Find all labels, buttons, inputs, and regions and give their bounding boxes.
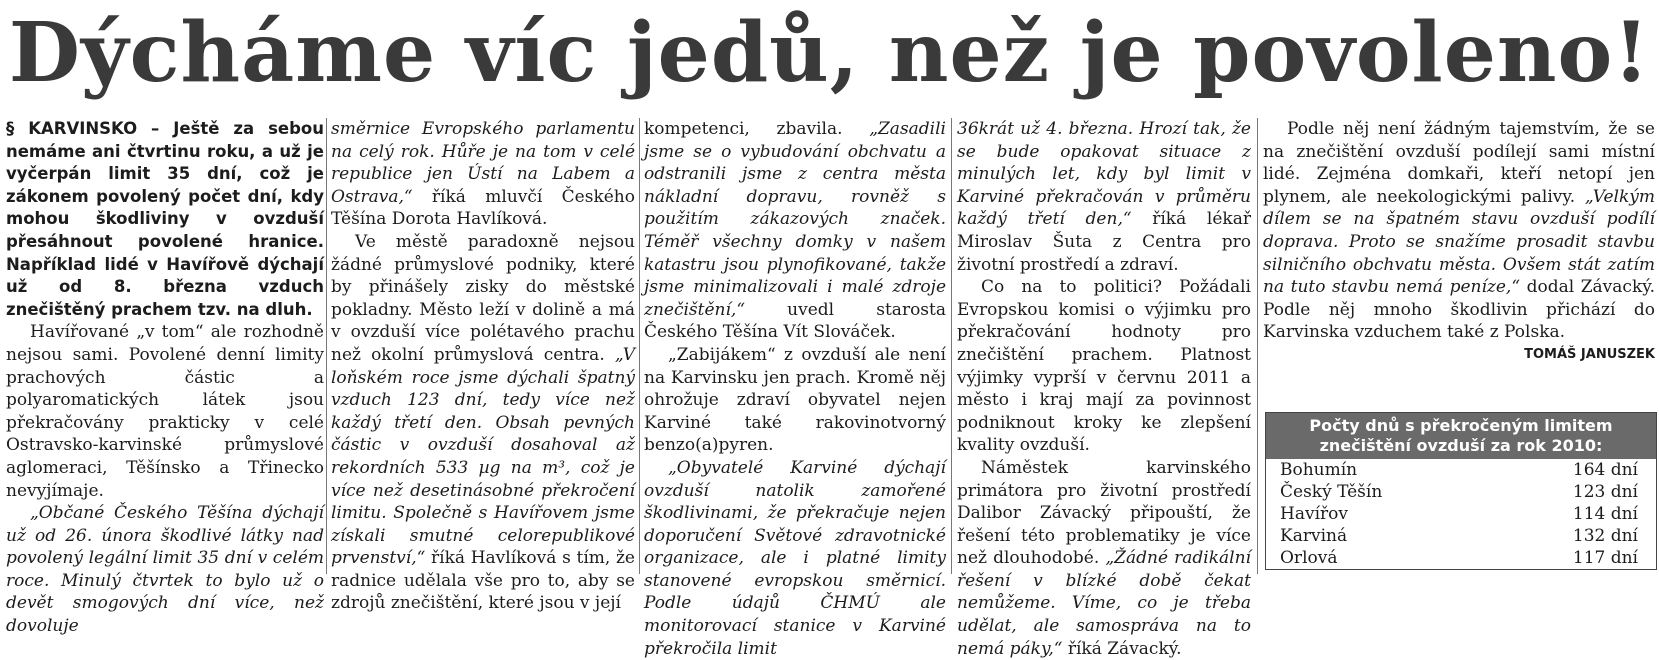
paragraph [1263, 118, 1655, 344]
article-column-3 [644, 118, 946, 659]
quote-text: „Žádné radikální řešení v blízké době čekat nemůžeme. Víme, co je třeba udělat, ale samospráva na to nemá páky,“ [957, 548, 1251, 659]
body-text: Ve městě paradoxně nejsou žádné průmyslové podniky, které by přinášely zisky do městské pokladny. Město leží v dolině a má v ovzduší více polétavého prachu než okolní průmyslová centra. [331, 231, 635, 365]
stats-table-row [1266, 525, 1656, 547]
stats-table [1265, 412, 1657, 570]
section-marker: § [6, 119, 15, 138]
body-text: Podle něj není žádným tajemstvím, že se na znečištění ovzduší podílejí sami místní lidé. Zejména domkaři, kteří netopí jen plynem, ale neekologickými palivy. [1263, 119, 1655, 207]
author-byline: TOMÁŠ JANUSZEK [1524, 346, 1655, 362]
days-count: 164 dní [1572, 460, 1638, 480]
attribution-text: dodal Závacký. Podle něj mnoho škodlivin přichází do Karvinska vzduchem také z Polska. [1263, 277, 1655, 343]
attribution-text: uvedl starosta Českého Těšína Vít Slováček. [644, 299, 946, 343]
stats-table-body [1266, 459, 1656, 569]
column-divider [639, 118, 640, 574]
days-count: 132 dní [1572, 526, 1638, 546]
column-divider [1257, 118, 1258, 574]
days-count: 123 dní [1572, 482, 1638, 502]
article-column-2 [331, 118, 635, 614]
attribution-text: říká Havlíková s tím, že radnice udělala vše pro to, aby se zdrojů znečištění, které jsou v její [331, 548, 635, 614]
paragraph [957, 118, 1251, 276]
city-name: Český Těšín [1280, 482, 1383, 502]
paragraph: „Zabijákem“ z ovzduší ale není na Karvinsku jen prach. Kromě něj ohrožuje zdraví obyvatel nejen Karviné také rakovinotvorný benzo(a)pyren. [644, 344, 946, 456]
headline: Dýcháme víc jedů, než je povoleno! [8, 5, 1651, 101]
city-name: Havířov [1280, 504, 1348, 524]
stats-table-row [1266, 547, 1656, 569]
paragraph [957, 457, 1251, 660]
attribution-text: říká Závacký. [1062, 638, 1182, 659]
paragraph [331, 231, 635, 615]
city-name: Karviná [1280, 526, 1348, 546]
column-divider [951, 118, 952, 574]
quote-text: „Velkým dílem se na špatném stavu ovzduší podílí doprava. Proto se snažíme prosadit stavbu silničního obchvatu města. Ovšem stát zatím na tuto stavbu nemá peníze,“ [1263, 186, 1655, 298]
stats-table-row [1266, 481, 1656, 503]
stats-table-row [1266, 459, 1656, 481]
lead-text: KARVINSKO – Ještě za sebou nemáme ani čtvrtinu roku, a už je vyčerpán limit 35 dní, což je zákonem povolený počet dní, kdy mohou škodliviny v ovzduší přesáhnout povolené hranice. Například lidé v Havířově dýchají už od 8. března vzduch znečištěný prachem tzv. na dluh. [6, 119, 324, 319]
paragraph: Havířované „v tom“ ale rozhodně nejsou sami. Povolené denní limity prachových částic a polyaromatických látek jsou překračovány prakticky v celé Ostravsko-karvinské průmyslové aglomeraci, Těšínsko a Třinecko nevyjímaje. [6, 322, 324, 501]
paragraph [331, 118, 635, 231]
body-text: kompetenci, zbavila. [644, 119, 870, 139]
attribution-text: říká lékař Miroslav Šuta z Centra pro životní prostředí a zdraví. [957, 209, 1251, 275]
paragraph: Co na to politici? Požádali Evropskou komisi o výjimku pro překračování hodnoty pro znečištění prachem. Platnost výjimky vyprší v červnu 2011 a město i kraj mají za povinnost podniknout kroky ke zlepšení kvality ovzduší. [957, 277, 1251, 456]
quote-paragraph: „Občané Českého Těšína dýchají už od 26. února škodlivé látky nad povolený legální limit 35 dní v celém roce. Minulý čtvrtek to bylo už o devět smogových dní více, než dovoluje [6, 503, 324, 637]
quote-paragraph: „Obyvatelé Karviné dýchají ovzduší natolik zamořené škodlivinami, že překračuje nejen doporučení Světové zdravotnické organizace, ale i platné limity stanovené evropskou směrnicí. Podle údajů ČHMÚ ale monitorovací stanice v Karviné překročila limit [644, 457, 946, 659]
days-count: 114 dní [1572, 504, 1638, 524]
lead-paragraph [6, 118, 324, 321]
city-name: Orlová [1280, 548, 1338, 568]
quote-text: „V loňském roce jsme dýchali špatný vzduch 123 dní, tedy více než každý třetí den. Obsah pevných částic v ovzduší dosahoval až rekordních 533 µg na m³, což je více než desetinásobné překročení limitu. Společně s Havířovem jsme získali smutné celorepublikové prvenství,“ [331, 344, 635, 569]
article-column-4 [957, 118, 1251, 659]
city-name: Bohumín [1280, 460, 1358, 480]
article-column-1 [6, 118, 324, 637]
days-count: 117 dní [1572, 548, 1638, 568]
stats-table-title: Počty dnů s překročeným limitem znečištění ovzduší za rok 2010: [1266, 413, 1656, 459]
body-text: Náměstek karvinského primátora pro životní prostředí Dalibor Závacký připouští, že řešení této problematiky je více než dlouhodobé. [957, 457, 1251, 569]
quote-text: směrnice Evropského parlamentu na celý rok. Hůře je na tom v celé republice jen Ústí na Labem a Ostrava,“ [331, 119, 635, 207]
quote-text: 36krát už 4. března. Hrozí tak, že se bude opakovat situace z minulých let, kdy byl limit v Karviné překračován v průměru každý třetí den,“ [957, 119, 1251, 230]
attribution-text: říká mluvčí Českého Těšína Dorota Havlíková. [331, 186, 635, 230]
quote-text: „Zasadili jsme se o vybudování obchvatu a odstranili jsme z centra města nákladní dopravu, rovněž s použitím zákazových značek. Téměř všechny domky v našem katastru jsou plynofikované, takže jsme minimalizovali i malé zdroje znečištění,“ [644, 119, 946, 320]
paragraph [644, 118, 946, 344]
column-divider [326, 118, 327, 574]
stats-table-row [1266, 503, 1656, 525]
